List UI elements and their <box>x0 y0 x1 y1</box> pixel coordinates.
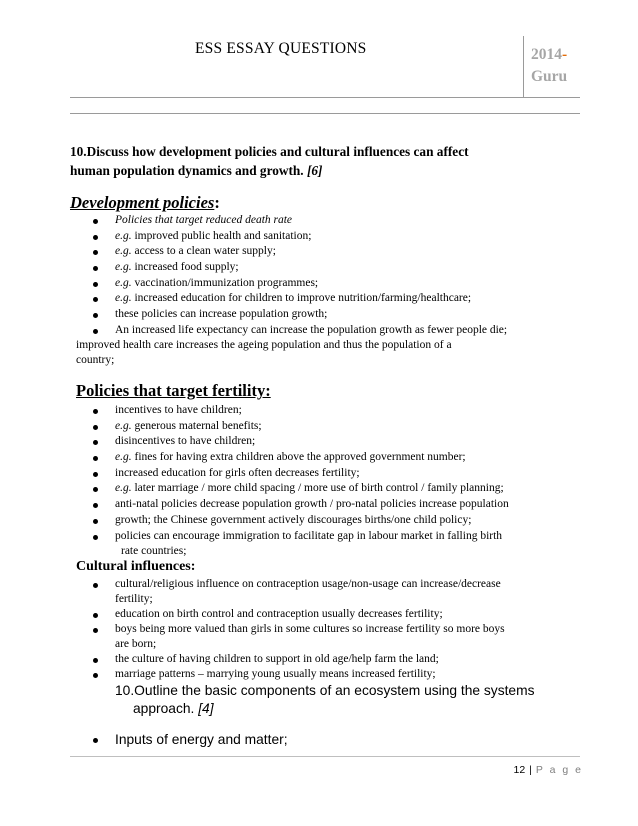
question-10-line-2 <box>70 162 322 180</box>
cultural-item: cultural/religious influence on contraception usage/non-usage can increase/decrease <box>115 578 501 590</box>
development-heading-text: Development policies <box>70 193 215 212</box>
development-heading <box>70 192 220 214</box>
fertility-wrap-line: rate countries; <box>121 545 187 557</box>
bullet-icon <box>93 583 98 588</box>
cultural-item: boys being more valued than girls in some cultures so increase fertility so more boys <box>115 623 505 635</box>
bullet-icon <box>93 235 98 240</box>
bullet-icon <box>93 628 98 633</box>
question-10-marks: [6] <box>306 163 323 178</box>
fertility-item: anti-natal policies decrease population growth / pro-natal policies increase population <box>115 498 509 510</box>
development-item-text: access to a clean water supply; <box>131 245 276 257</box>
bullet-icon <box>93 297 98 302</box>
development-item <box>115 276 318 290</box>
cultural-wrap-line: fertility; <box>115 593 153 605</box>
development-item <box>115 291 471 305</box>
footer-separator: | <box>529 764 532 776</box>
eg-label: e.g. <box>115 277 132 289</box>
page-number: 12 <box>513 764 526 776</box>
cultural-item: marriage patterns – marrying young usually means increased fertility; <box>115 668 436 680</box>
question-10b-marks: [4] <box>198 701 214 716</box>
development-item-text: increased education for children to improve nutrition/farming/healthcare; <box>131 292 472 304</box>
page-footer <box>513 764 583 776</box>
bullet-icon <box>93 487 98 492</box>
fertility-item-text: generous maternal benefits; <box>131 420 262 432</box>
header-rule-bottom <box>70 113 580 114</box>
development-item <box>115 260 239 274</box>
bullet-icon <box>93 409 98 414</box>
header-divider <box>523 36 524 98</box>
fertility-item: increased education for girls often decreases fertility; <box>115 467 360 479</box>
development-item-text: improved public health and sanitation; <box>131 230 312 242</box>
eg-label: e.g. <box>115 420 132 432</box>
eg-label: e.g. <box>115 230 132 242</box>
bullet-icon <box>93 456 98 461</box>
bullet-icon <box>93 329 98 334</box>
bullet-icon <box>93 440 98 445</box>
development-item-text: increased food supply; <box>131 261 239 273</box>
development-item-text: vaccination/immunization programmes; <box>131 277 319 289</box>
cultural-wrap-line: are born; <box>115 638 157 650</box>
bullet-icon <box>93 519 98 524</box>
bullet-icon <box>93 535 98 540</box>
development-wrap-line: improved health care increases the ageing population and thus the population of a <box>76 339 452 351</box>
bullet-icon <box>93 266 98 271</box>
eg-label: e.g. <box>115 482 132 494</box>
question-10b-line-1: 10.Outline the basic components of an ecosystem using the systems <box>115 683 535 698</box>
footer-rule <box>70 756 580 757</box>
fertility-item: disincentives to have children; <box>115 435 256 447</box>
bullet-icon <box>93 472 98 477</box>
fertility-item <box>115 450 466 464</box>
header-title: ESS ESSAY QUESTIONS <box>195 40 367 57</box>
development-item: Policies that target reduced death rate <box>115 214 293 226</box>
question-10b-line-2 <box>133 700 214 718</box>
question-10b-bullet: Inputs of energy and matter; <box>115 732 288 747</box>
eg-label: e.g. <box>115 245 132 257</box>
header-year: 2014 <box>531 46 562 63</box>
development-item <box>115 229 311 243</box>
bullet-icon <box>93 425 98 430</box>
bullet-icon <box>93 658 98 663</box>
cultural-item: the culture of having children to support in old age/help farm the land; <box>115 653 439 665</box>
cultural-item: education on birth control and contraception usually decreases fertility; <box>115 608 443 620</box>
bullet-icon <box>93 282 98 287</box>
question-10-text: human population dynamics and growth. <box>70 163 304 178</box>
eg-label: e.g. <box>115 261 132 273</box>
bullet-icon <box>93 503 98 508</box>
fertility-item-text: fines for having extra children above the approved government number; <box>131 451 466 463</box>
fertility-item: policies can encourage immigration to facilitate gap in labour market in falling birth <box>115 530 503 542</box>
header-rule-top <box>70 97 580 98</box>
development-heading-colon: : <box>214 193 220 212</box>
eg-label: e.g. <box>115 451 132 463</box>
bullet-icon <box>93 613 98 618</box>
cultural-heading: Cultural influences: <box>76 559 196 574</box>
bullet-icon <box>93 219 98 224</box>
question-10-line-1: 10.Discuss how development policies and cultural influences can affect <box>70 144 469 159</box>
question-10b-text: approach. <box>133 701 195 716</box>
development-item: these policies can increase population growth; <box>115 308 328 320</box>
development-item: An increased life expectancy can increase the population growth as fewer people die; <box>115 324 508 336</box>
bullet-icon <box>93 313 98 318</box>
fertility-heading: Policies that target fertility: <box>76 381 271 400</box>
fertility-item: incentives to have children; <box>115 404 242 416</box>
bullet-icon <box>93 250 98 255</box>
fertility-item: growth; the Chinese government actively discourages births/one child policy; <box>115 514 472 526</box>
fertility-item <box>115 419 262 433</box>
eg-label: e.g. <box>115 292 132 304</box>
header-dash: - <box>562 46 568 63</box>
fertility-item <box>115 481 504 495</box>
bullet-icon <box>93 738 98 743</box>
page-label: P a g e <box>535 764 583 776</box>
fertility-item-text: later marriage / more child spacing / more use of birth control / family planning; <box>131 482 504 494</box>
development-item <box>115 244 276 258</box>
header-author: Guru <box>531 68 568 85</box>
development-wrap-line: country; <box>76 354 115 366</box>
bullet-icon <box>93 673 98 678</box>
header-year-block <box>531 44 567 88</box>
